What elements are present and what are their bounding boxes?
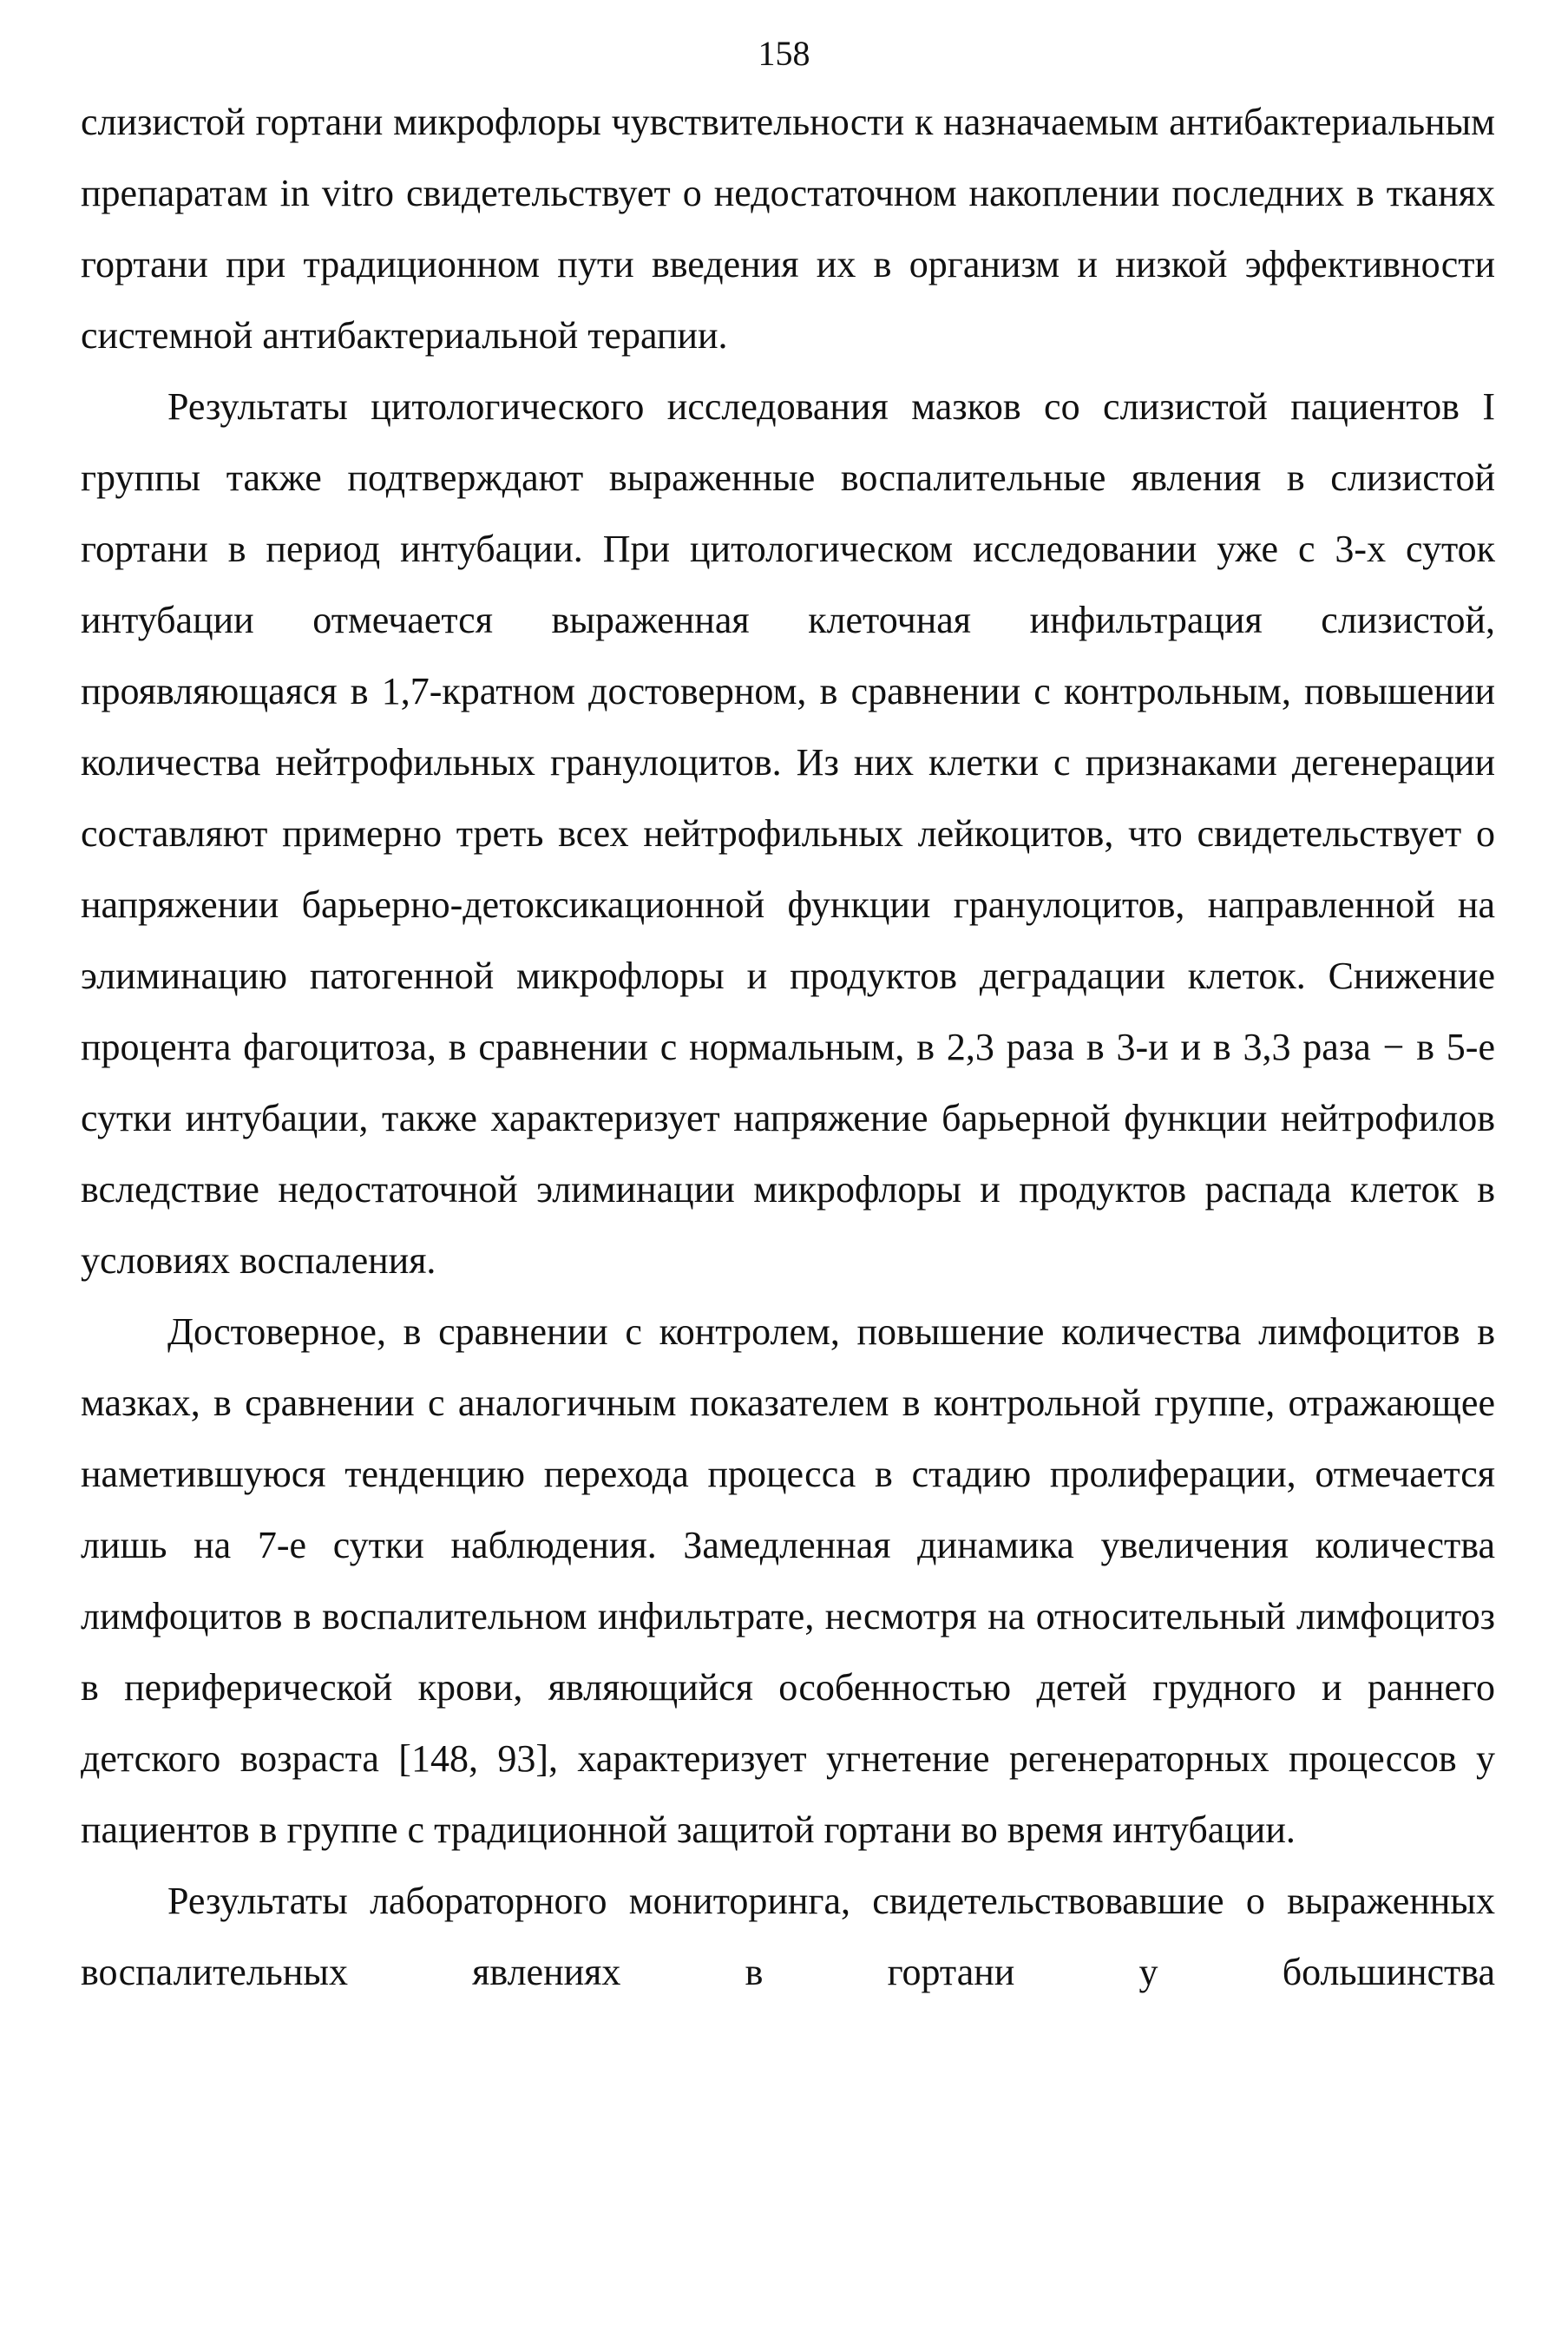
paragraph-continuation: слизистой гортани микрофлоры чувствительности к назначаемым антибактериальным препаратам in vitro свидетельствует о недостаточном накоплении последних в тканях гортани при традиционном пути введения их в организм и низкой эффективности системной антибактериальной терапии. xyxy=(81,101,1495,357)
paragraph-lymphocytes: Достоверное, в сравнении с контролем, повышение количества лимфоцитов в мазках, в сравнении с аналогичным показателем в контрольной группе, отражающее наметившуюся тенденцию перехода процесса в стадию пролиферации, отмечается лишь на 7-е сутки наблюдения. Замедленная динамика увеличения количества лимфоцитов в воспалительном инфильтрате, несмотря на относительный лимфоцитоз в периферической крови, являющийся особенностью детей грудного и раннего детского возраста [148, 93], характеризует угнетение регенераторных процессов у пациентов в группе с традиционной защитой гортани во время интубации. xyxy=(81,1310,1495,1851)
body-text xyxy=(81,87,1495,2008)
paragraph-lab-monitoring: Результаты лабораторного мониторинга, свидетельствовавшие о выраженных воспалительных явлениях в гортани у большинства xyxy=(81,1880,1495,1993)
page-number: 158 xyxy=(758,34,810,73)
paragraph-cytology-results: Результаты цитологического исследования мазков со слизистой пациентов I группы также подтверждают выраженные воспалительные явления в слизистой гортани в период интубации. При цитологическом исследовании уже с 3-х суток интубации отмечается выраженная клеточная инфильтрация слизистой, проявляющаяся в 1,7-кратном достоверном, в сравнении с контрольным, повышении количества нейтрофильных гранулоцитов. Из них клетки с признаками дегенерации составляют примерно треть всех нейтрофильных лейкоцитов, что свидетельствует о напряжении барьерно-детоксикационной функции гранулоцитов, направленной на элиминацию патогенной микрофлоры и продуктов деградации клеток. Снижение процента фагоцитоза, в сравнении с нормальным, в 2,3 раза в 3-и и в 3,3 раза − в 5-е сутки интубации, также характеризует напряжение барьерной функции нейтрофилов вследствие недостаточной элиминации микрофлоры и продуктов распада клеток в условиях воспаления. xyxy=(81,385,1495,1282)
